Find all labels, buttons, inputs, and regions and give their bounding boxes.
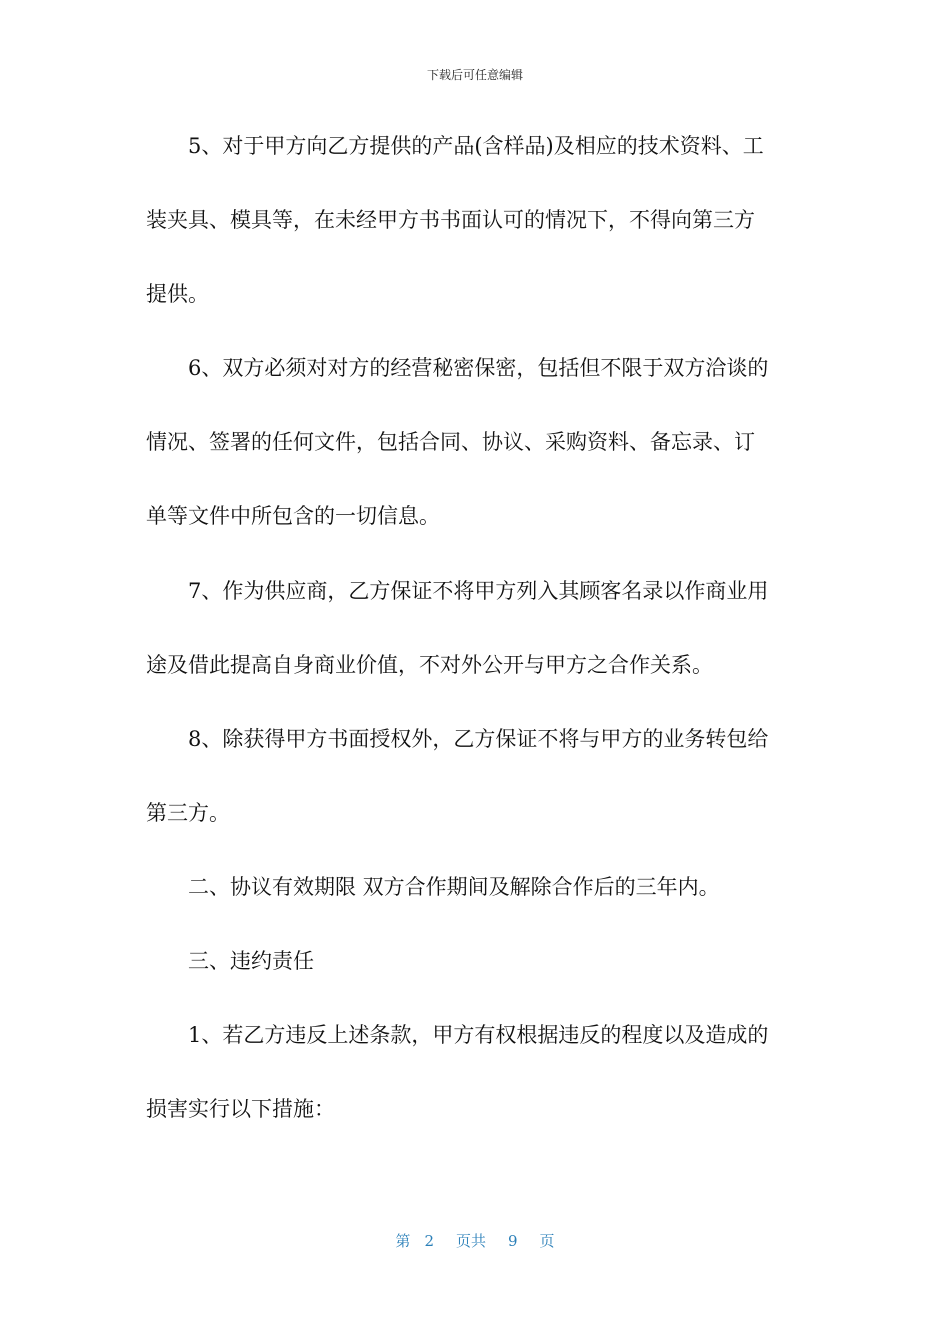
page-number-footer — [0, 1230, 950, 1251]
text-line: 6、双方必须对对方的经营秘密保密，包括但不限于双方洽谈的 — [188, 356, 769, 380]
text-line: 1、若乙方违反上述条款，甲方有权根据违反的程度以及造成的 — [188, 1023, 769, 1047]
text-line: 损害实行以下措施： — [146, 1097, 335, 1121]
text-line: 三、违约责任 — [188, 949, 314, 973]
text-line: 8、除获得甲方书面授权外，乙方保证不将与甲方的业务转包给 — [188, 727, 769, 751]
page-label-suffix: 页 — [539, 1232, 555, 1250]
text-line: 装夹具、模具等，在未经甲方书书面认可的情况下，不得向第三方 — [146, 208, 755, 232]
text-line: 7、作为供应商，乙方保证不将甲方列入其顾客名录以作商业用 — [188, 579, 769, 603]
page-label-mid: 页共 — [455, 1232, 486, 1250]
text-line: 单等文件中所包含的一切信息。 — [146, 504, 440, 528]
text-line: 提供。 — [146, 282, 209, 306]
text-line: 二、协议有效期限 双方合作期间及解除合作后的三年内。 — [188, 875, 720, 899]
current-page-number: 2 — [424, 1232, 434, 1250]
text-line: 情况、签署的任何文件，包括合同、协议、采购资料、备忘录、订 — [146, 430, 755, 454]
header-note: 下载后可任意编辑 — [426, 68, 523, 82]
text-line: 途及借此提高自身商业价值，不对外公开与甲方之合作关系。 — [146, 653, 713, 677]
total-pages-number: 9 — [508, 1232, 518, 1250]
text-line: 5、对于甲方向乙方提供的产品(含样品)及相应的技术资料、工 — [188, 134, 764, 158]
text-line: 第三方。 — [146, 801, 230, 825]
page-label-prefix: 第 — [395, 1232, 411, 1250]
